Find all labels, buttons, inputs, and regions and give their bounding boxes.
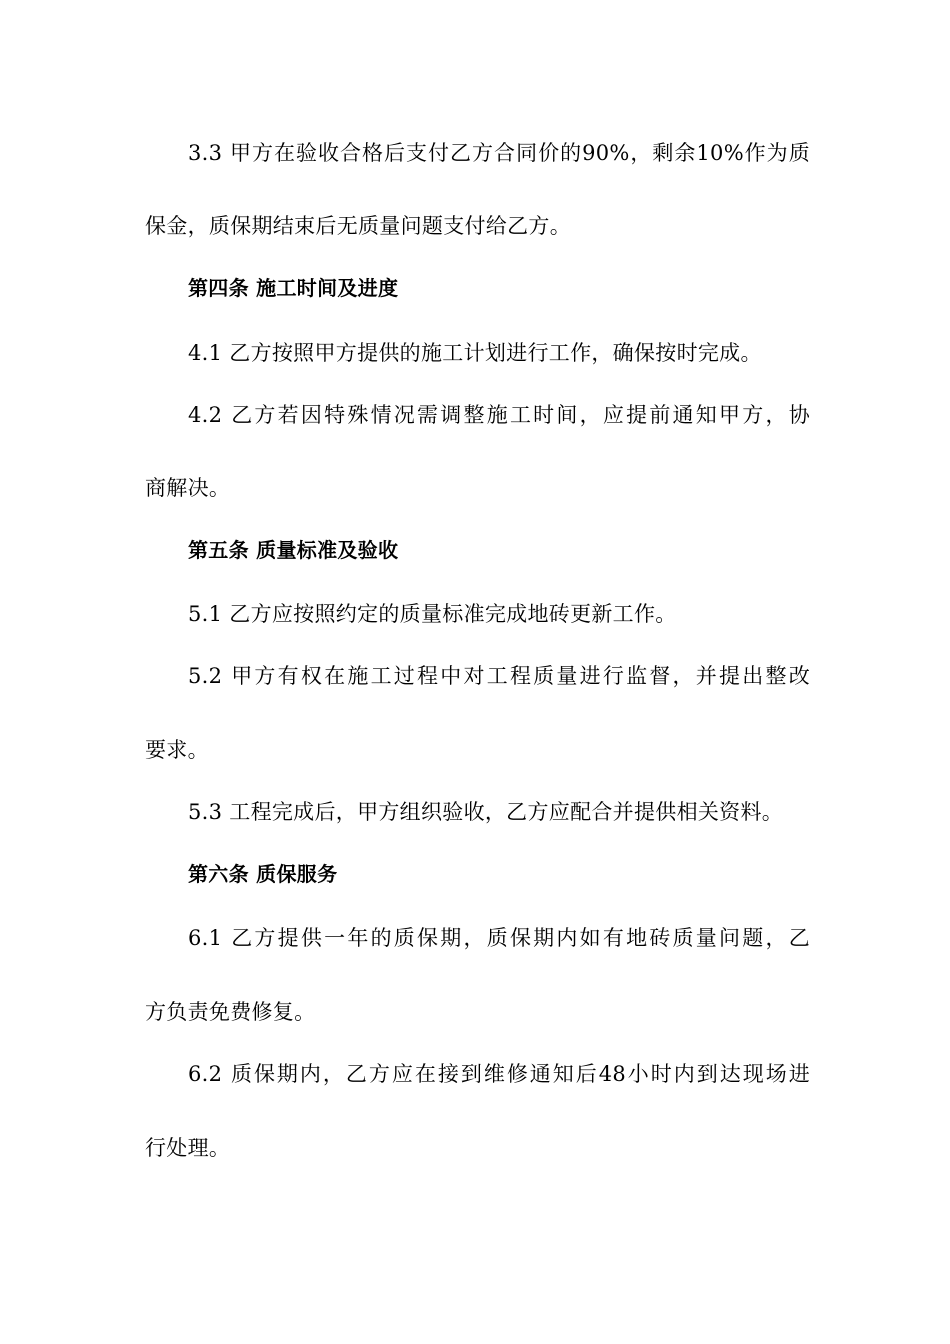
article-4-heading: 第四条 施工时间及进度	[188, 276, 399, 300]
clause-6-2-line-1: 6.2 质保期内，乙方应在接到维修通知后48小时内到达现场进	[188, 1062, 810, 1086]
clause-5-3: 5.3 工程完成后，甲方组织验收，乙方应配合并提供相关资料。	[188, 800, 784, 824]
clause-5-1: 5.1 乙方应按照约定的质量标准完成地砖更新工作。	[188, 602, 677, 626]
clause-6-1-line-1: 6.1 乙方提供一年的质保期，质保期内如有地砖质量问题，乙	[188, 926, 810, 950]
clause-5-2-line-2: 要求。	[145, 738, 209, 762]
clause-5-2-line-1: 5.2 甲方有权在施工过程中对工程质量进行监督，并提出整改	[188, 664, 810, 688]
article-5-heading: 第五条 质量标准及验收	[188, 538, 399, 562]
clause-4-1: 4.1 乙方按照甲方提供的施工计划进行工作，确保按时完成。	[188, 341, 762, 365]
clause-3-3-line-1: 3.3 甲方在验收合格后支付乙方合同价的90%，剩余10%作为质	[188, 141, 810, 165]
clause-3-3-line-2: 保金，质保期结束后无质量问题支付给乙方。	[145, 214, 571, 238]
clause-4-2-line-2: 商解决。	[145, 476, 231, 500]
article-6-heading: 第六条 质保服务	[188, 862, 338, 886]
clause-6-2-line-2: 行处理。	[145, 1136, 231, 1160]
clause-6-1-line-2: 方负责免费修复。	[145, 1000, 316, 1024]
clause-4-2-line-1: 4.2 乙方若因特殊情况需调整施工时间，应提前通知甲方，协	[188, 403, 810, 427]
